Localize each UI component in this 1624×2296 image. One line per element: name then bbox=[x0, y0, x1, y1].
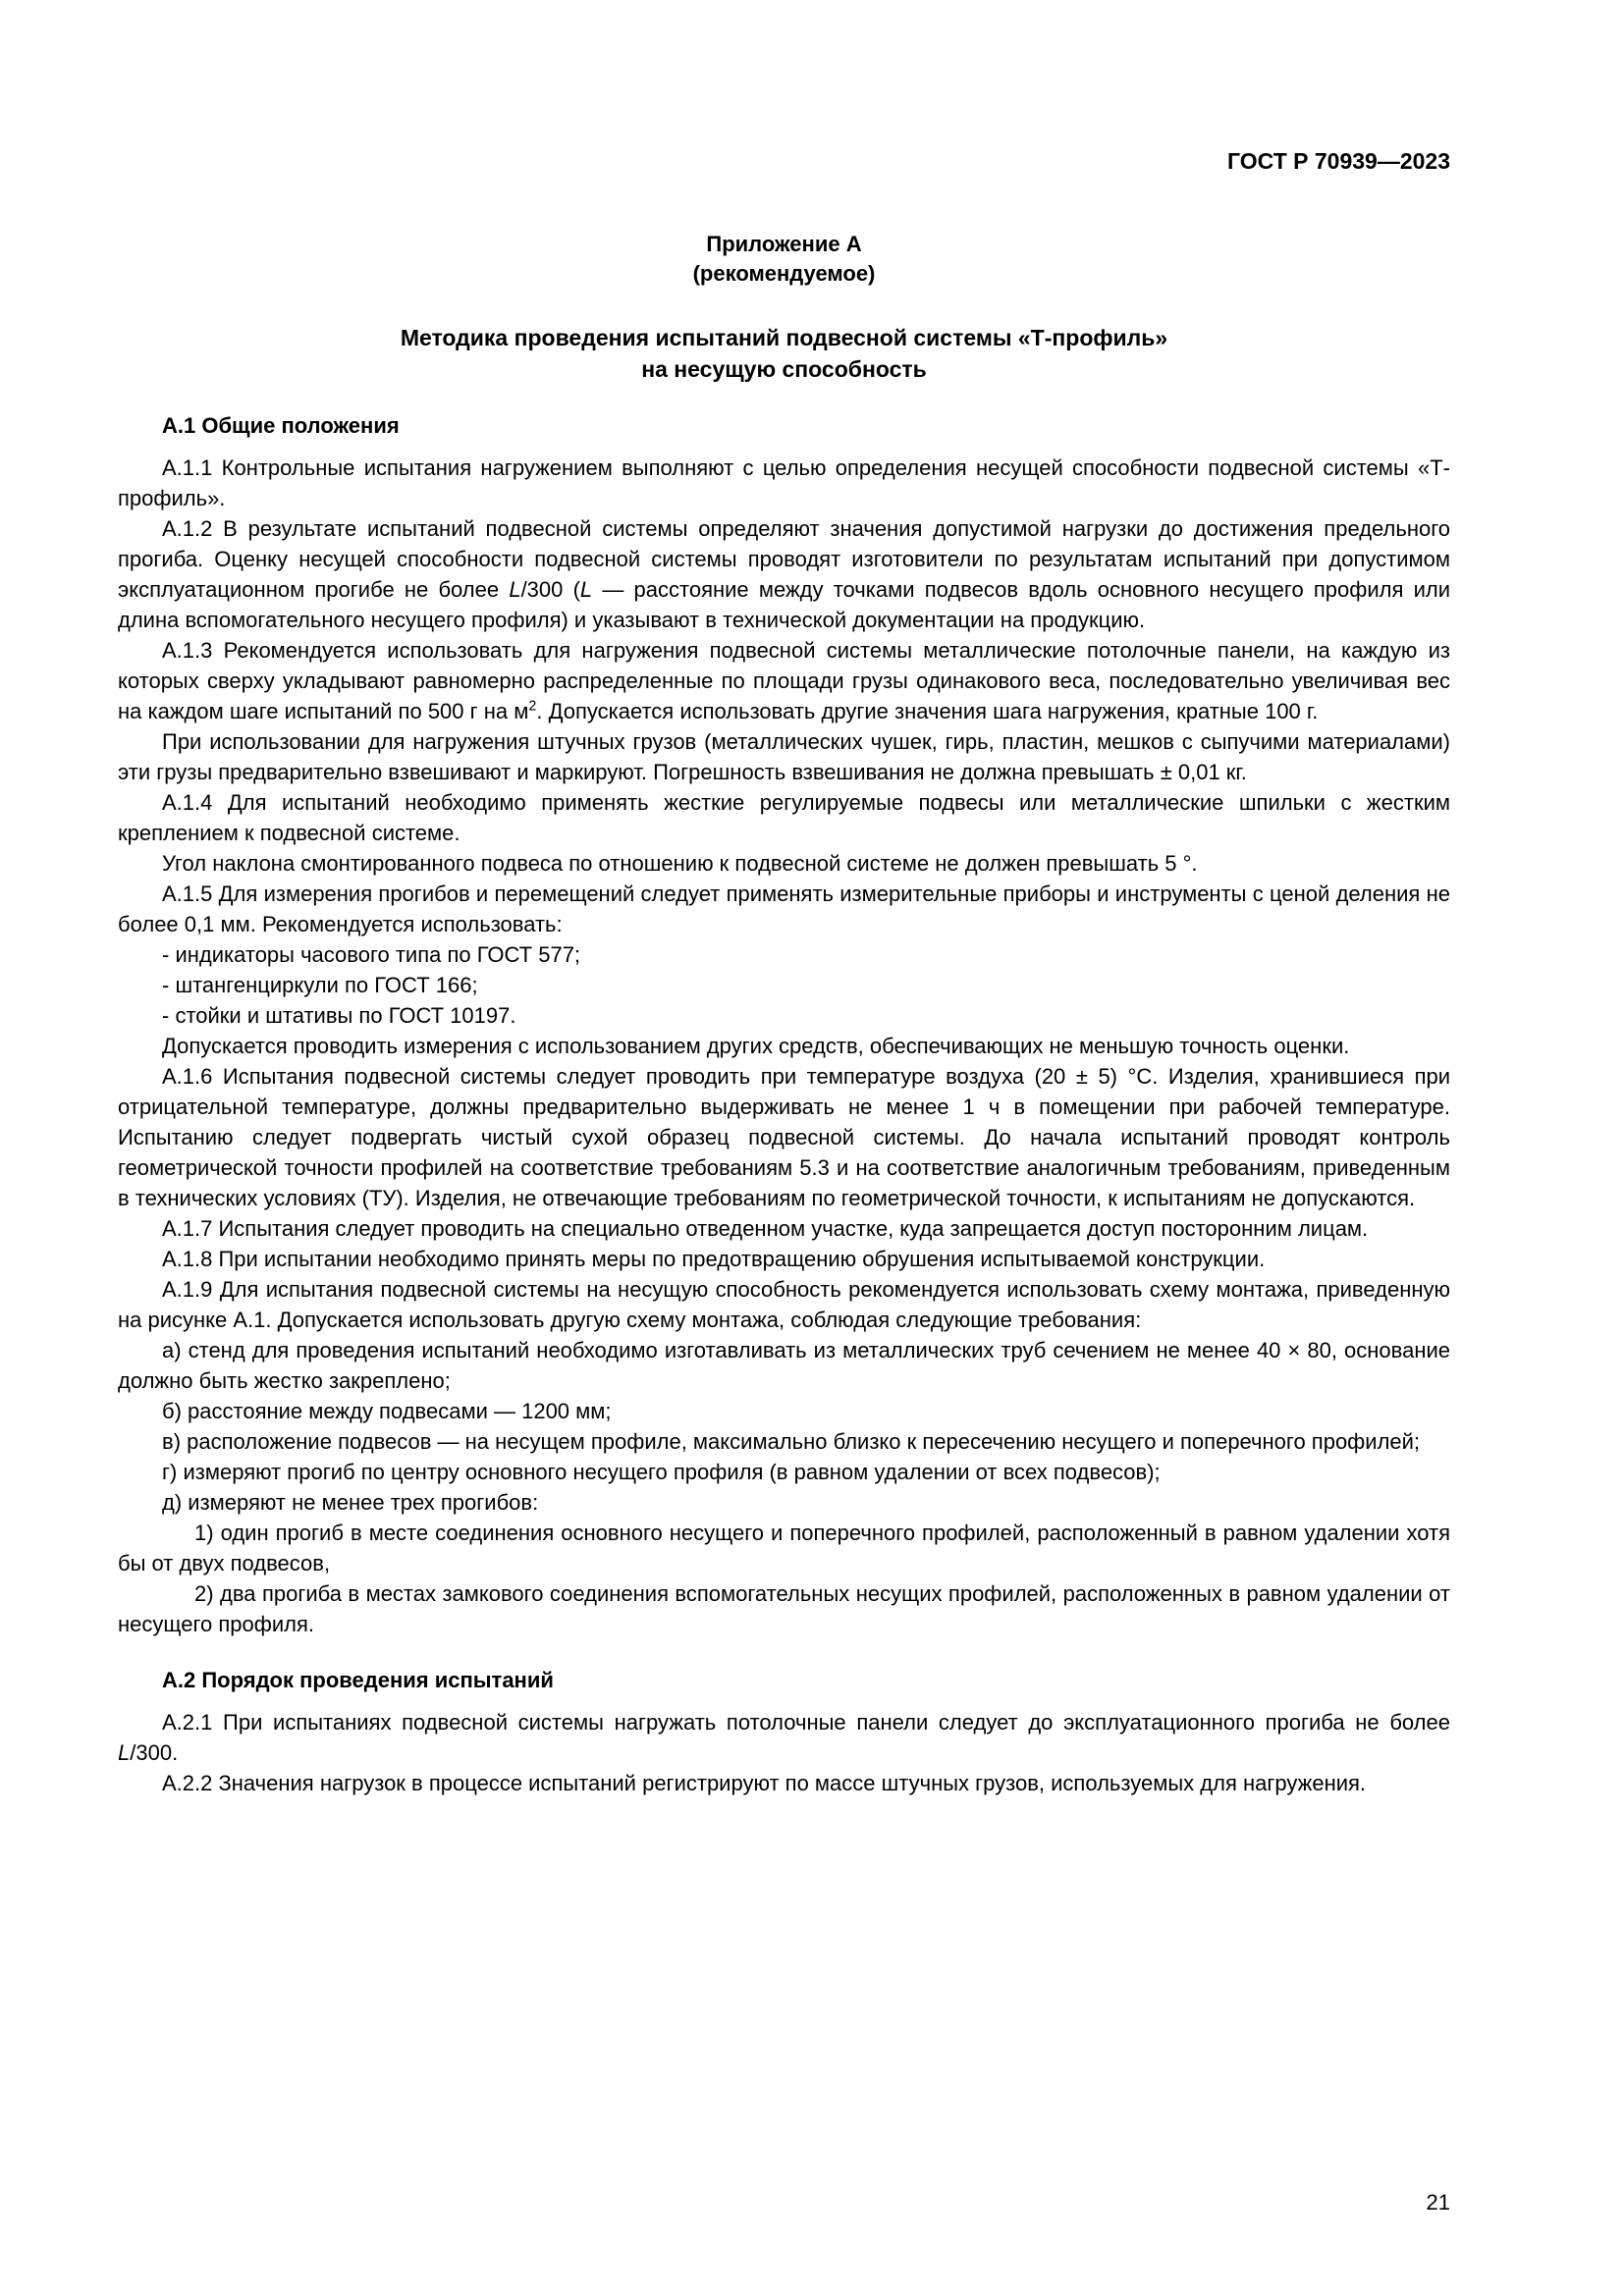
document-body bbox=[118, 410, 1450, 1798]
paragraph: Допускается проводить измерения с использованием других средств, обеспечивающих не меньшую точность оценки. bbox=[162, 1034, 1350, 1058]
appendix-label: Приложение А bbox=[706, 232, 862, 256]
paragraph: А.1.3 Рекомендуется использовать для нагружения подвесной системы металлические потолочные панели, на каждую из которых сверху укладывают равномерно распределенные по площади грузы одинакового веса, последовательно увеличивая вес на каждом шаге испытаний по 500 г на $м^2$. Допускается использовать другие значения шага нагружения, кратные 100 г. bbox=[118, 638, 1450, 723]
page-number: 21 bbox=[1426, 2190, 1450, 2215]
paragraph: А.2.1 При испытаниях подвесной системы нагружать потолочные панели следует до эксплуатационного прогиба не более L/300. bbox=[118, 1710, 1450, 1765]
appendix-title bbox=[118, 322, 1450, 385]
paragraph: г) измеряют прогиб по центру основного несущего профиля (в равном удалении от всех подвесов); bbox=[162, 1460, 1161, 1484]
document-number: ГОСТ Р 70939—2023 bbox=[1227, 148, 1450, 174]
appendix-title-line2: на несущую способность bbox=[641, 356, 927, 382]
paragraph: д) измеряют не менее трех прогибов: bbox=[162, 1490, 539, 1515]
paragraph: А.1.4 Для испытаний необходимо применять жесткие регулируемые подвесы или металлические шпильки с жестким креплением к подвесной системе. bbox=[118, 790, 1450, 845]
paragraph: А.1.5 Для измерения прогибов и перемещений следует применять измерительные приборы и инструменты с ценой деления не более 0,1 мм. Рекомендуется использовать: bbox=[118, 881, 1450, 936]
paragraph: А.1.1 Контрольные испытания нагружением выполняют с целью определения несущей способности подвесной системы «Т-профиль». bbox=[118, 455, 1450, 510]
section-heading-a2: А.2 Порядок проведения испытаний bbox=[162, 1668, 554, 1692]
appendix-type: (рекомендуемое) bbox=[692, 261, 876, 286]
paragraph: А.1.2 В результате испытаний подвесной системы определяют значения допустимой нагрузки до достижения предельного прогиба. Оценку несущей способности подвесной системы проводят изготовители по результатам испытаний при допустимом эксплуатационном прогибе не более L/300 (L — расстояние между точками подвесов вдоль основного несущего профиля или длина вспомогательного несущего профиля) и указывают в технической документации на продукцию. bbox=[118, 516, 1451, 632]
paragraph: б) расстояние между подвесами — 1200 мм; bbox=[162, 1399, 612, 1423]
paragraph: При использовании для нагружения штучных грузов (металлических чушек, гирь, пластин, мешков с сыпучими материалами) эти грузы предварительно взвешивают и маркируют. Погрешность взвешивания не должна превышать ± 0,01 кг. bbox=[118, 729, 1450, 784]
list-item: - штангенциркули по ГОСТ 166; bbox=[162, 973, 478, 997]
document-footer bbox=[1427, 2190, 1450, 2216]
paragraph: А.1.7 Испытания следует проводить на специально отведенном участке, куда запрещается доступ посторонним лицам. bbox=[162, 1216, 1369, 1241]
section-heading-a1: А.1 Общие положения bbox=[162, 413, 400, 438]
list-item: - индикаторы часового типа по ГОСТ 577; bbox=[162, 942, 581, 967]
appendix-heading bbox=[118, 230, 1450, 289]
paragraph: А.1.6 Испытания подвесной системы следует проводить при температуре воздуха (20 ± 5) °С. Изделия, хранившиеся при отрицательной температуре, должны предварительно выдерживать не менее 1 ч в помещении при рабочей температуре. Испытанию следует подвергать чистый сухой образец подвесной системы. До начала испытаний проводят контроль геометрической точности профилей на соответствие требованиям 5.3 и на соответствие аналогичным требованиям, приведенным в технических условиях (ТУ). Изделия, не отвечающие требованиям по геометрической точности, к испытаниям не допускаются. bbox=[118, 1064, 1450, 1210]
paragraph: А.1.9 Для испытания подвесной системы на несущую способность рекомендуется использовать схему монтажа, приведенную на рисунке А.1. Допускается использовать другую схему монтажа, соблюдая следующие требования: bbox=[118, 1277, 1450, 1332]
paragraph: А.1.8 При испытании необходимо принять меры по предотвращению обрушения испытываемой конструкции. bbox=[162, 1247, 1266, 1271]
appendix-title-line1: Методика проведения испытаний подвесной системы «Т-профиль» bbox=[400, 325, 1168, 350]
paragraph: а) стенд для проведения испытаний необходимо изготавливать из металлических труб сечением не менее 40 × 80, основание должно быть жестко закреплено; bbox=[118, 1338, 1450, 1393]
paragraph: в) расположение подвесов — на несущем профиле, максимально близко к пересечению несущего и поперечного профилей; bbox=[162, 1429, 1421, 1454]
list-item: - стойки и штативы по ГОСТ 10197. bbox=[162, 1003, 516, 1028]
document-header bbox=[118, 147, 1450, 175]
paragraph: 1) один прогиб в месте соединения основного несущего и поперечного профилей, расположенный в равном удалении хотя бы от двух подвесов, bbox=[118, 1521, 1450, 1575]
paragraph: Угол наклона смонтированного подвеса по отношению к подвесной системе не должен превышать 5 °. bbox=[162, 851, 1198, 876]
paragraph: А.2.2 Значения нагрузок в процессе испытаний регистрируют по массе штучных грузов, используемых для нагружения. bbox=[162, 1771, 1367, 1795]
paragraph: 2) два прогиба в местах замкового соединения вспомогательных несущих профилей, расположенных в равном удалении от несущего профиля. bbox=[118, 1581, 1450, 1636]
